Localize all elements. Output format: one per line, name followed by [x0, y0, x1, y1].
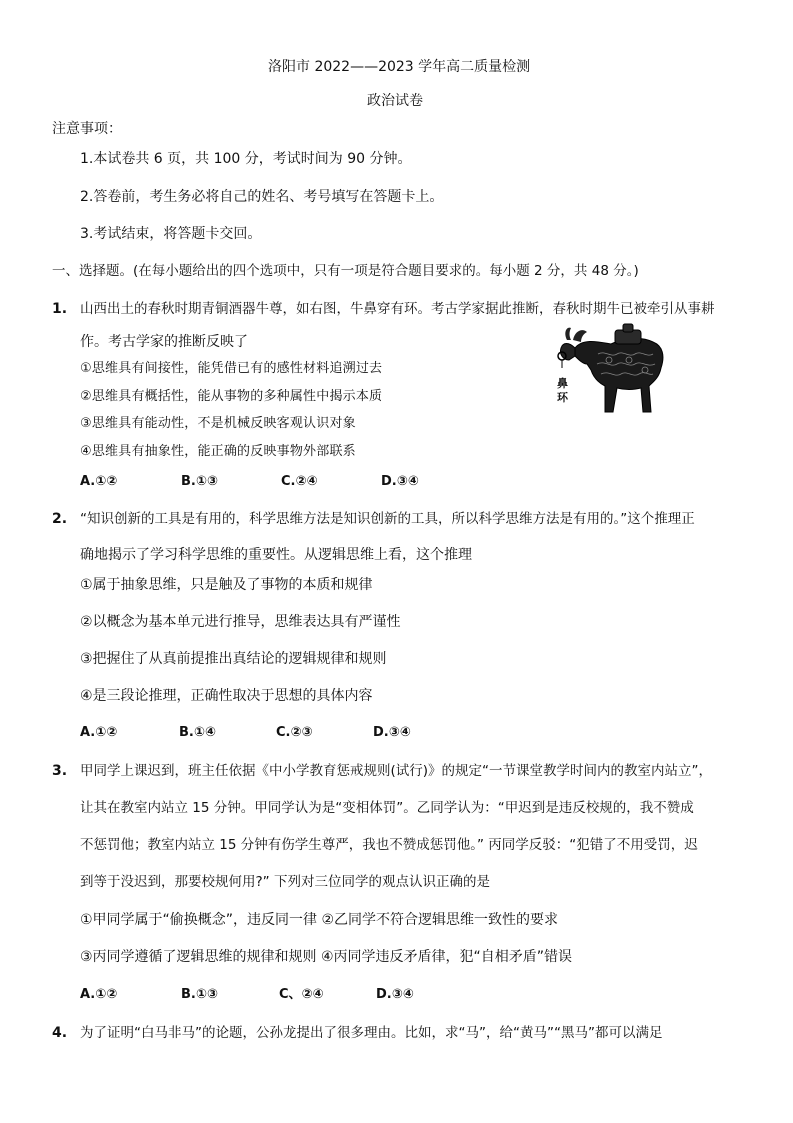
- choice-d[interactable]: D.③④: [373, 725, 411, 740]
- question-number: 1.: [52, 301, 68, 317]
- question-text: 不惩罚他；教室内站立 15 分钟有伤学生尊严，我也不赞成惩罚他。” 丙同学反驳：“犯错了不用受罚，迟: [80, 837, 698, 853]
- question-text: “知识创新的工具是有用的，科学思维方法是知识创新的工具，所以科学思维方法是有用的。”这个推理正: [80, 511, 695, 527]
- choice-a[interactable]: A.①②: [80, 725, 118, 740]
- option-line: ③丙同学遵循了逻辑思维的规律和规则 ④丙同学违反矛盾律，犯“自相矛盾”错误: [80, 949, 573, 965]
- exam-title: 洛阳市 2022——2023 学年高二质量检测: [268, 59, 531, 75]
- question-text: 让其在教室内站立 15 分钟。甲同学认为是“变相体罚”。乙同学认为：“甲迟到是违反校规的，我不赞成: [80, 800, 694, 816]
- nose-ring-label: 鼻: [557, 377, 568, 390]
- note-item: 1.本试卷共 6 页，共 100 分，考试时间为 90 分钟。: [80, 151, 412, 167]
- choice-b[interactable]: B.①③: [181, 987, 218, 1002]
- note-item: 2.答卷前，考生务必将自己的姓名、考号填写在答题卡上。: [80, 189, 444, 205]
- choice-d[interactable]: D.③④: [376, 987, 414, 1002]
- notes-heading: 注意事项：: [52, 121, 122, 137]
- ox-zun-drawing: [553, 320, 673, 420]
- question-number: 3.: [52, 763, 68, 779]
- option-line: ③把握住了从真前提推出真结论的逻辑规律和规则: [80, 651, 387, 667]
- question-text: 确地揭示了学习科学思维的重要性。从逻辑思维上看，这个推理: [80, 547, 472, 563]
- ox-zun-figure: [553, 320, 673, 420]
- question-text: 为了证明“白马非马”的论题，公孙龙提出了很多理由。比如，求“马”，给“黄马”“黑马”都可以满足: [80, 1025, 663, 1041]
- option-line: ④思维具有抽象性，能正确的反映事物外部联系: [80, 444, 356, 459]
- choice-c[interactable]: C.②③: [276, 725, 313, 740]
- question-text: 到等于没迟到，那要校规何用?” 下列对三位同学的观点认识正确的是: [80, 874, 490, 890]
- choice-b[interactable]: B.①③: [181, 474, 218, 489]
- question-number: 2.: [52, 511, 68, 527]
- option-line: ①思维具有间接性，能凭借已有的感性材料追溯过去: [80, 361, 383, 376]
- question-text: 山西出土的春秋时期青铜酒器牛尊，如右图，牛鼻穿有环。考古学家据此推断，春秋时期牛已被牵引从事耕: [80, 301, 715, 317]
- choice-c[interactable]: C.②④: [281, 474, 318, 489]
- option-line: ③思维具有能动性，不是机械反映客观认识对象: [80, 416, 356, 431]
- question-text: 作。考古学家的推断反映了: [80, 334, 248, 350]
- option-line: ①属于抽象思维，只是触及了事物的本质和规律: [80, 577, 373, 593]
- nose-ring-label: 环: [557, 391, 568, 404]
- question-number: 4.: [52, 1025, 68, 1041]
- choice-c[interactable]: C、②④: [279, 987, 324, 1002]
- option-line: ①甲同学属于“偷换概念”，违反同一律 ②乙同学不符合逻辑思维一致性的要求: [80, 912, 559, 928]
- note-item: 3.考试结束，将答题卡交回。: [80, 226, 262, 242]
- section-heading: 一、选择题。(在每小题给出的四个选项中，只有一项是符合题目要求的。每小题 2 分，共 48 分。): [52, 263, 639, 279]
- question-text: 甲同学上课迟到，班主任依据《中小学教育惩戒规则(试行)》的规定“一节课堂教学时间内的教室内站立”，: [80, 763, 713, 779]
- exam-subtitle: 政治试卷: [367, 93, 423, 109]
- choice-a[interactable]: A.①②: [80, 987, 118, 1002]
- choice-a[interactable]: A.①②: [80, 474, 118, 489]
- option-line: ②思维具有概括性，能从事物的多种属性中揭示本质: [80, 389, 383, 404]
- option-line: ④是三段论推理，正确性取决于思想的具体内容: [80, 688, 373, 704]
- option-line: ②以概念为基本单元进行推导，思维表达具有严谨性: [80, 614, 401, 630]
- choice-b[interactable]: B.①④: [179, 725, 216, 740]
- choice-d[interactable]: D.③④: [381, 474, 419, 489]
